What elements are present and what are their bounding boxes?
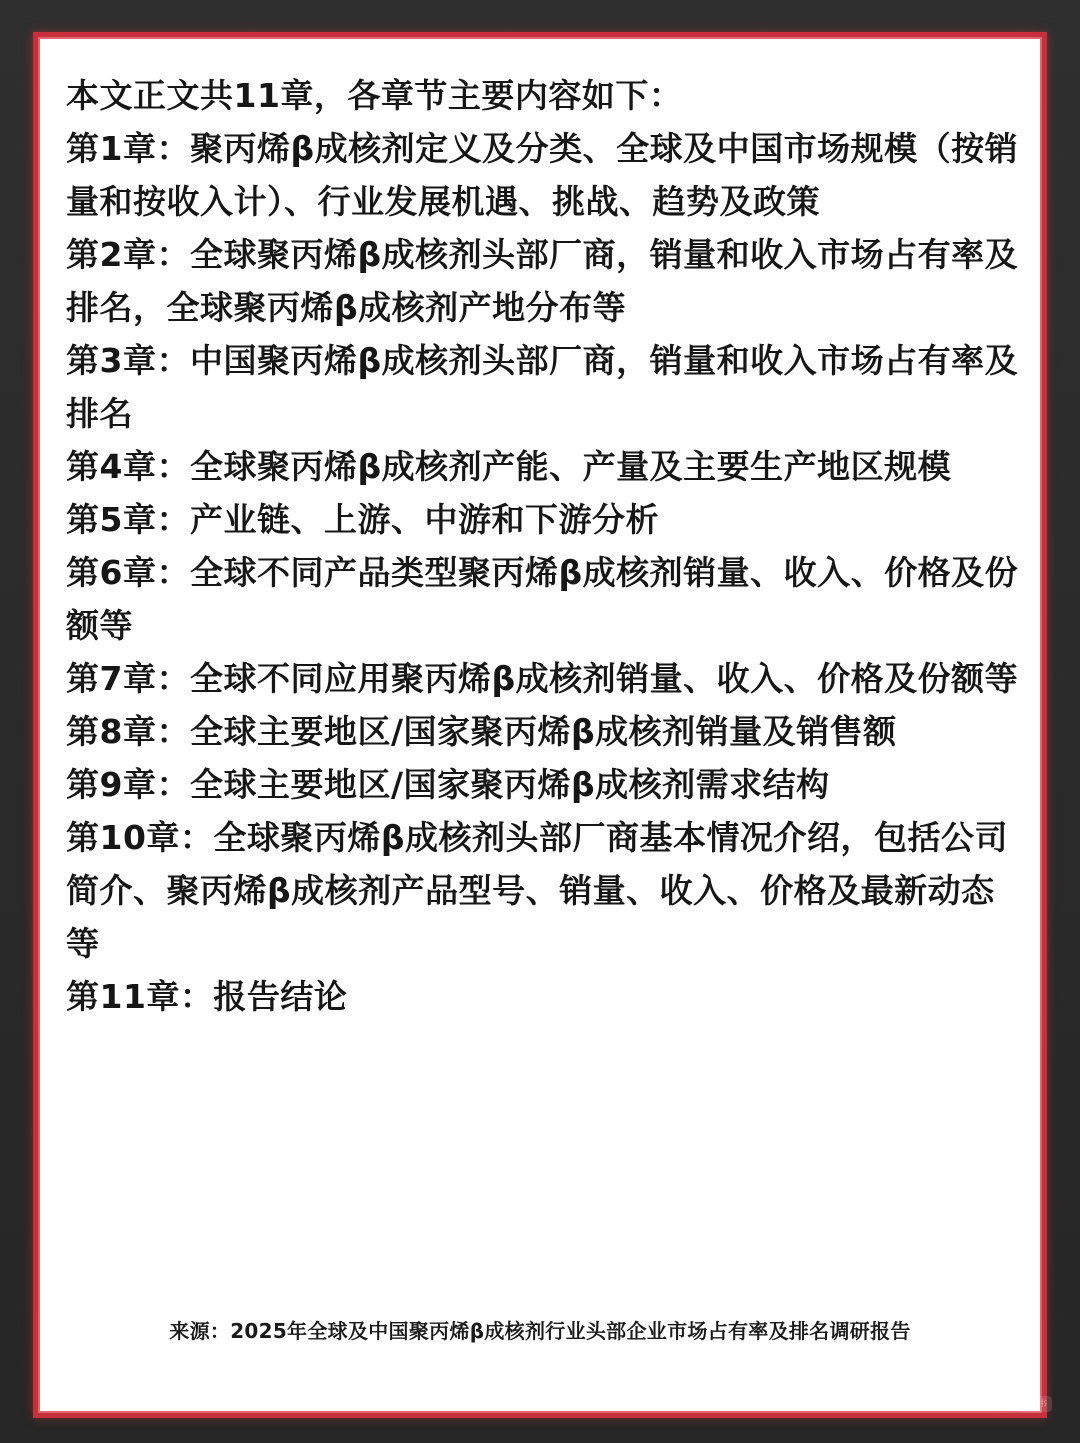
chapter-11: 第11章：报告结论 [66,977,348,1016]
chapter-7: 第7章：全球不同应用聚丙烯β成核剂销量、收入、价格及份额等 [66,659,1019,698]
chapter-9: 第9章：全球主要地区/国家聚丙烯β成核剂需求结构 [66,765,830,804]
chapter-6: 第6章：全球不同产品类型聚丙烯β成核剂销量、收入、价格及份额等 [66,553,1019,645]
watermark-logo: 小红书 [1018,1396,1052,1412]
chapter-2: 第2章：全球聚丙烯β成核剂头部厂商，销量和收入市场占有率及排名，全球聚丙烯β成核剂产地分布等 [66,235,1019,327]
chapter-5: 第5章：产业链、上游、中游和下游分析 [66,500,659,539]
chapter-8: 第8章：全球主要地区/国家聚丙烯β成核剂销量及销售额 [66,712,897,751]
chapter-10: 第10章：全球聚丙烯β成核剂头部厂商基本情况介绍，包括公司简介、聚丙烯β成核剂产品型号、销量、收入、价格及最新动态等 [66,818,1009,963]
document-card [33,32,1047,1418]
document-body [66,69,1026,1023]
chapter-1: 第1章：聚丙烯β成核剂定义及分类、全球及中国市场规模（按销量和按收入计）、行业发展机遇、挑战、趋势及政策 [66,129,1019,221]
chapter-3: 第3章：中国聚丙烯β成核剂头部厂商，销量和收入市场占有率及排名 [66,341,1019,433]
source-footnote: 来源：2025年全球及中国聚丙烯β成核剂行业头部企业市场占有率及排名调研报告 [169,1319,911,1343]
chapter-4: 第4章：全球聚丙烯β成核剂产能、产量及主要生产地区规模 [66,447,952,486]
intro-line: 本文正文共11章，各章节主要内容如下： [66,76,683,115]
